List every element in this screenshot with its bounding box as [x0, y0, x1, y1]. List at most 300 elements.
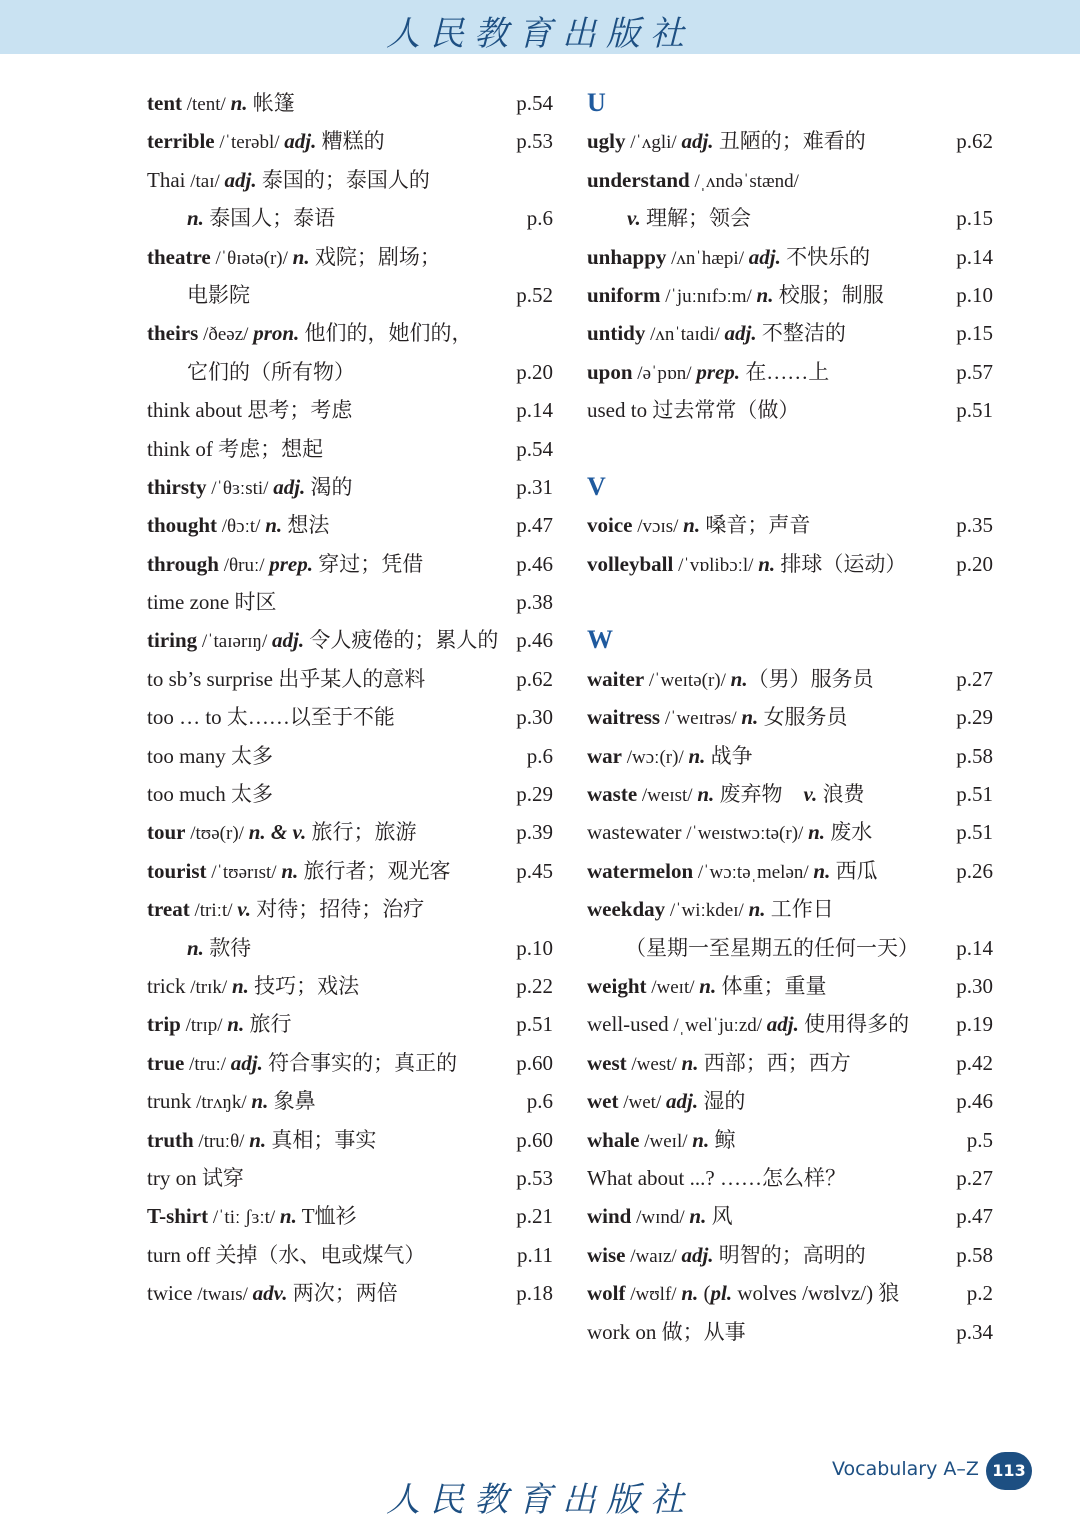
entry-word: volleyball [587, 551, 674, 576]
entry-pos: n. [681, 1050, 699, 1075]
entry-phonetic: /truːθ/ [193, 1130, 250, 1152]
entry-word: whale [587, 1127, 640, 1152]
entry-page-ref: p.47 [956, 1204, 993, 1229]
entry-page-ref: p.10 [956, 282, 993, 307]
entry-line [587, 1204, 733, 1228]
entry-phonetic: /ˈtʊərɪst/ [206, 861, 282, 883]
entry-page-ref: p.27 [956, 1165, 993, 1190]
entry-definition: 对待；招待；治疗 [251, 897, 425, 922]
entry-definition: 他们的，她们的， [299, 321, 473, 346]
vocab-entry [587, 391, 993, 429]
entry-pos: n. [265, 513, 283, 538]
entry-definition: 战争 [705, 743, 753, 768]
entry-line [147, 667, 425, 691]
entry-page-ref: p.45 [516, 858, 553, 883]
entry-word: waiter [587, 666, 645, 691]
entry-line [587, 859, 878, 883]
entry-line [587, 245, 870, 269]
entry-definition: 旅行；旅游 [306, 820, 417, 845]
vocab-entry [147, 1274, 553, 1312]
entry-line [587, 321, 846, 345]
entry-page-ref: p.60 [516, 1127, 553, 1152]
spacer [587, 583, 993, 621]
entry-phonetic: /θruː/ [218, 554, 270, 576]
entry-page-ref: p.47 [516, 513, 553, 538]
entry-definition: wolves /wʊlvz/) 狼 [732, 1281, 900, 1306]
entry-line [587, 1281, 899, 1305]
entry-page-ref: p.31 [516, 474, 553, 499]
entry-page-ref: p.20 [516, 359, 553, 384]
entry-line [587, 974, 826, 998]
entry-pos: prep. [696, 359, 741, 384]
entry-pos: pron. [253, 321, 300, 346]
entry-word: too … to [147, 705, 222, 730]
entry-word: war [587, 743, 622, 768]
entry-line [147, 744, 273, 768]
entry-pos: adj. [284, 129, 317, 154]
entry-line [147, 552, 423, 576]
entry-word: trip [147, 1012, 181, 1037]
entry-definition: 糟糕的 [316, 129, 385, 154]
entry-line [587, 1166, 846, 1190]
entry-definition: 嗓音；声音 [700, 513, 811, 538]
entry-definition: 泰国人；泰语 [203, 206, 336, 231]
entry-line [587, 1089, 745, 1113]
vocab-entry [147, 890, 553, 928]
entry-line [147, 360, 355, 384]
entry-phonetic: /ˈweɪstwɔːtə(r)/ [681, 823, 809, 845]
vocab-entry [587, 276, 993, 314]
entry-phonetic: /ˈwɔːtəˌmelən/ [693, 861, 814, 883]
entry-page-ref: p.15 [956, 321, 993, 346]
vocab-entry [587, 698, 993, 736]
entry-page-ref: p.39 [516, 820, 553, 845]
vocab-entry [147, 199, 553, 237]
entry-line [587, 283, 884, 307]
entry-word: wastewater [587, 820, 682, 845]
entry-line [587, 206, 751, 230]
vocab-entry [147, 430, 553, 468]
entry-page-ref: p.42 [956, 1050, 993, 1075]
vocab-entry [587, 1044, 993, 1082]
vocab-entry [587, 1005, 993, 1043]
entry-page-ref: p.60 [516, 1050, 553, 1075]
entry-line [147, 859, 451, 883]
entry-line [147, 936, 251, 960]
entry-phonetic: /ˈθɜːsti/ [206, 477, 274, 499]
entry-word: truth [147, 1127, 194, 1152]
right-column [587, 84, 993, 1351]
entry-word: wind [587, 1204, 632, 1229]
entry-definition: 它们的（所有物） [187, 359, 355, 384]
entry-phonetic: /ˈwiːkdeɪ/ [665, 900, 749, 922]
entry-definition: 西瓜 [830, 858, 878, 883]
entry-line [587, 168, 799, 192]
entry-pos: n. [689, 1204, 707, 1229]
entry-pos: n. [756, 282, 774, 307]
entry-line [147, 590, 276, 614]
entry-definition: 不整洁的 [756, 321, 846, 346]
entry-word: theirs [147, 321, 199, 346]
entry-word: think about [147, 398, 243, 423]
entry-definition: T恤衫 [296, 1204, 357, 1229]
entry-word: time zone [147, 590, 230, 615]
entry-pos: n. [187, 206, 204, 231]
entry-pos: n. [681, 1281, 699, 1306]
vocab-entry [147, 698, 553, 736]
entry-line [147, 91, 295, 115]
entry-word: weight [587, 973, 647, 998]
entry-pos: prep. [269, 551, 313, 576]
entry-pos: n. [231, 973, 249, 998]
letter-heading [587, 621, 993, 659]
entry-pos: n. [230, 91, 248, 115]
entry-page-ref: p.15 [956, 206, 993, 231]
entry-line [147, 437, 323, 461]
entry-phonetic: /ˈterəbl/ [214, 132, 285, 154]
entry-line [147, 1089, 316, 1113]
entry-pos: adj. [224, 167, 257, 192]
entry-word: weekday [587, 897, 666, 922]
entry-word: tour [147, 820, 186, 845]
entry-word: think of [147, 436, 213, 461]
entry-definition: 渴的 [305, 474, 353, 499]
entry-word: too much [147, 782, 226, 807]
entry-page-ref: p.2 [966, 1281, 993, 1306]
entry-phonetic: /weɪst/ [637, 785, 698, 807]
entry-phonetic: /wʊlf/ [625, 1284, 682, 1306]
vocab-entry [587, 929, 993, 967]
entry-page-ref: p.6 [526, 206, 553, 231]
entry-definition: 旅行者；观光客 [298, 858, 451, 883]
entry-definition: 在……上 [740, 359, 830, 384]
entry-word: theatre [147, 244, 211, 269]
entry-line [587, 552, 906, 576]
entry-word: work on [587, 1319, 657, 1344]
entry-line [587, 667, 874, 691]
entry-word: true [147, 1050, 185, 1075]
entry-line [587, 1243, 866, 1267]
entry-line [587, 513, 810, 537]
entry-phonetic: /west/ [626, 1053, 682, 1075]
entry-page-ref: p.14 [956, 935, 993, 960]
entry-page-ref: p.52 [516, 282, 553, 307]
entry-word: ugly [587, 129, 626, 154]
vocab-entry [147, 737, 553, 775]
entry-definition: ( [698, 1281, 711, 1306]
entry-word: tourist [147, 858, 207, 883]
entry-phonetic: /weɪl/ [639, 1130, 693, 1152]
entry-definition: 鲸 [709, 1127, 736, 1152]
entry-definition: 风 [706, 1204, 733, 1229]
vocab-entry [147, 353, 553, 391]
entry-definition: 女服务员 [758, 705, 848, 730]
vocab-entry [147, 1159, 553, 1197]
entry-word: Thai [147, 167, 186, 192]
entry-page-ref: p.27 [956, 666, 993, 691]
entry-word: treat [147, 897, 190, 922]
entry-pos: n. [758, 551, 776, 576]
entry-pos: v. [237, 897, 252, 922]
entry-line [587, 705, 848, 729]
vocab-entry [587, 506, 993, 544]
entry-pos: n. [249, 1127, 267, 1152]
entry-word: wise [587, 1242, 626, 1267]
vocab-entry [587, 199, 993, 237]
entry-page-ref: p.30 [956, 973, 993, 998]
vocab-entry [587, 122, 993, 160]
entry-phonetic: /twaɪs/ [192, 1284, 253, 1306]
entry-page-ref: p.62 [516, 666, 553, 691]
entry-pos: n. [813, 858, 831, 883]
entry-line [587, 129, 866, 153]
entry-line [147, 245, 441, 269]
entry-definition: 丑陋的；难看的 [713, 129, 866, 154]
entry-line [587, 1128, 735, 1152]
entry-word: tent [147, 91, 182, 115]
entry-pos: adj. [273, 474, 306, 499]
entry-definition: 思考；考虑 [242, 398, 353, 423]
entry-line [147, 168, 430, 192]
entry-word: voice [587, 513, 633, 538]
entry-page-ref: p.62 [956, 129, 993, 154]
entry-word: well-used [587, 1012, 669, 1037]
vocab-entry [147, 238, 553, 276]
entry-pos: n. [730, 666, 748, 691]
entry-definition: 穿过；凭借 [313, 551, 424, 576]
entry-line [147, 129, 385, 153]
vocab-entry [147, 1197, 553, 1235]
entry-word: uniform [587, 282, 661, 307]
entry-line [147, 782, 273, 806]
letter-heading-text: U [587, 88, 606, 117]
entry-page-ref: p.6 [526, 1089, 553, 1114]
publisher-logo-bottom: 人民教育出版社 [386, 1480, 694, 1520]
entry-page-ref: p.53 [516, 1165, 553, 1190]
entry-phonetic: /ʌnˈtaɪdi/ [645, 324, 725, 346]
entry-page-ref: p.46 [516, 628, 553, 653]
entry-pos: adj. [230, 1050, 263, 1075]
entry-page-ref: p.46 [956, 1089, 993, 1114]
entry-line [587, 1012, 909, 1036]
entry-word: west [587, 1050, 627, 1075]
entry-definition: 试穿 [196, 1165, 244, 1190]
entry-line [147, 1281, 398, 1305]
letter-heading-text: W [587, 625, 613, 655]
entry-page-ref: p.18 [516, 1281, 553, 1306]
entry-definition: （星期一至星期五的任何一天） [625, 935, 919, 960]
vocab-entry [147, 1121, 553, 1159]
entry-line [147, 1166, 244, 1190]
entry-page-ref: p.58 [956, 1242, 993, 1267]
entry-line [587, 897, 834, 921]
entry-page-ref: p.30 [516, 705, 553, 730]
entry-pos: n. [692, 1127, 710, 1152]
publisher-logo-top: 人民教育出版社 [386, 14, 694, 54]
entry-word: try on [147, 1165, 197, 1190]
entry-pos: n. [281, 858, 299, 883]
entry-line [147, 1051, 457, 1075]
entry-page-ref: p.54 [516, 436, 553, 461]
entry-pos: n. [227, 1012, 245, 1037]
vocab-entry [147, 468, 553, 506]
vocab-entry [147, 314, 553, 352]
vocab-entry [587, 1121, 993, 1159]
entry-definition: 关掉（水、电或煤气） [210, 1242, 426, 1267]
vocab-entry [147, 506, 553, 544]
entry-phonetic: /taɪ/ [185, 170, 225, 192]
entry-phonetic: /trʌŋk/ [191, 1092, 252, 1114]
entry-word: waitress [587, 705, 661, 730]
entry-page-ref: p.10 [516, 935, 553, 960]
vocab-entry [147, 813, 553, 851]
vocab-entry [147, 1005, 553, 1043]
entry-definition: 过去常常（做） [647, 398, 800, 423]
entry-phonetic: /tʊə(r)/ [185, 823, 249, 845]
entry-word: understand [587, 167, 690, 192]
vocab-entry [147, 276, 553, 314]
entry-line [147, 475, 353, 499]
vocab-entry [587, 1159, 993, 1197]
entry-definition: 做；从事 [656, 1319, 746, 1344]
entry-phonetic: /ʌnˈhæpi/ [666, 247, 749, 269]
letter-heading [587, 468, 993, 506]
entry-definition: 工作日 [765, 897, 834, 922]
entry-line [587, 360, 829, 384]
entry-word: wolf [587, 1281, 626, 1306]
entry-definition: 使用得多的 [798, 1012, 910, 1037]
entry-pos: v. [803, 782, 818, 807]
entry-phonetic: /ˈtaɪərɪŋ/ [197, 631, 272, 653]
entry-pos: adj. [748, 244, 781, 269]
letter-heading-text: V [587, 471, 606, 501]
entry-definition: 旅行 [244, 1012, 292, 1037]
vocab-entry [587, 1236, 993, 1274]
vocab-entry [587, 161, 993, 199]
entry-pos: n. [699, 973, 717, 998]
entry-definition: 体重；重量 [716, 973, 827, 998]
entry-phonetic: /trɪp/ [180, 1015, 228, 1037]
entry-line [147, 513, 329, 537]
entry-page-ref: p.29 [516, 782, 553, 807]
entry-definition: 出乎某人的意料 [273, 666, 426, 691]
entry-word: T-shirt [147, 1204, 209, 1229]
entry-pos: adj. [271, 628, 305, 653]
vocab-entry [587, 1274, 993, 1312]
entry-page-ref: p.19 [956, 1012, 993, 1037]
entry-definition: 两次；两倍 [287, 1281, 398, 1306]
entry-pos: adj. [665, 1089, 699, 1114]
entry-definition: 湿的 [698, 1089, 746, 1114]
entry-pos: adv. [252, 1281, 288, 1306]
vocab-entry [587, 737, 993, 775]
vocab-entry [147, 929, 553, 967]
vocab-entry [147, 1044, 553, 1082]
entry-pos: n. [697, 782, 715, 807]
entry-word: trunk [147, 1089, 192, 1114]
entry-page-ref: p.6 [526, 743, 553, 768]
entry-definition: 校服；制服 [773, 282, 884, 307]
entry-phonetic: /əˈpɒn/ [632, 362, 697, 384]
entry-definition: 帐篷 [247, 91, 295, 115]
entry-pos: adj. [766, 1012, 799, 1037]
entry-pos: adj. [724, 321, 757, 346]
vocab-entry [587, 967, 993, 1005]
page-number-badge: 113 [986, 1452, 1032, 1490]
entry-word: thought [147, 513, 218, 538]
entry-page-ref: p.14 [516, 398, 553, 423]
entry-page-ref: p.51 [516, 1012, 553, 1037]
entry-word: upon [587, 359, 633, 384]
entry-line [147, 1128, 376, 1152]
entry-word: thirsty [147, 474, 207, 499]
entry-line [147, 206, 335, 230]
entry-definition: 废水 [825, 820, 873, 845]
entry-page-ref: p.5 [966, 1127, 993, 1152]
entry-pos: n. [187, 935, 204, 960]
entry-line [147, 628, 498, 652]
entry-line [587, 398, 799, 422]
entry-pos: n. & v. [248, 820, 307, 845]
entry-pos: n. [683, 513, 701, 538]
entry-definition: 不快乐的 [780, 244, 871, 269]
entry-pos: n. [251, 1089, 269, 1114]
entry-definition: 戏院；剧场； [309, 244, 441, 269]
entry-page-ref: p.53 [516, 129, 553, 154]
vocab-entry [147, 775, 553, 813]
entry-word: wet [587, 1089, 619, 1114]
entry-definition: ……怎么样？ [714, 1165, 846, 1190]
entry-definition: 浪费 [817, 782, 865, 807]
entry-pos: n. [279, 1204, 297, 1229]
entry-definition: 时区 [229, 590, 277, 615]
entry-phonetic: /ˈweɪtrəs/ [660, 708, 742, 730]
entry-line [587, 744, 753, 768]
vocab-entry [587, 890, 993, 928]
entry-word: unhappy [587, 244, 667, 269]
entry-word: watermelon [587, 858, 694, 883]
entry-word: terrible [147, 129, 215, 154]
entry-pos: adj. [681, 129, 714, 154]
entry-line [587, 1320, 746, 1344]
entry-page-ref: p.14 [956, 244, 993, 269]
entry-phonetic: /θɔːt/ [217, 516, 266, 538]
entry-page-ref: p.26 [956, 858, 993, 883]
entry-line [147, 705, 395, 729]
entry-definition: 电影院 [187, 282, 250, 307]
vocab-entry [587, 238, 993, 276]
vocab-entry [147, 1082, 553, 1120]
spacer [587, 430, 993, 468]
vocab-entry [147, 621, 553, 659]
entry-page-ref: p.29 [956, 705, 993, 730]
entry-definition: 西部；西；西方 [698, 1050, 851, 1075]
vocab-entry [147, 583, 553, 621]
entry-line [587, 936, 919, 960]
entry-word: too many [147, 743, 226, 768]
entry-definition: 象鼻 [268, 1089, 316, 1114]
letter-heading [587, 84, 993, 122]
entry-pos: pl. [710, 1281, 733, 1306]
entry-phonetic: /vɔɪs/ [632, 516, 684, 538]
vocab-entry [147, 84, 553, 122]
entry-phonetic: /weɪt/ [646, 976, 700, 998]
entry-phonetic: /triːt/ [189, 900, 238, 922]
entry-definition: 款待 [203, 935, 252, 960]
entry-phonetic: /ˈθɪətə(r)/ [210, 247, 293, 269]
vocab-entry [587, 545, 993, 583]
entry-page-ref: p.51 [956, 820, 993, 845]
